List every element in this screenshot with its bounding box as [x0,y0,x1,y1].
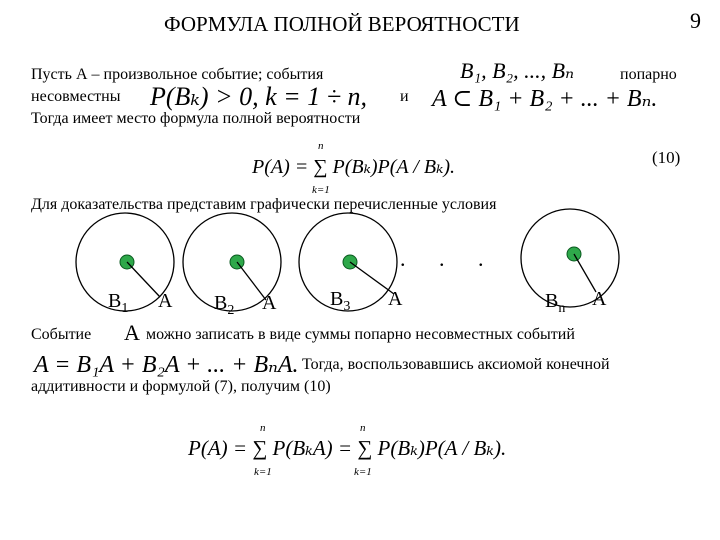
label-a3: A [388,288,403,310]
subset-formula: A ⊂ B₁ + B₂ + ... + Bₙ. [432,86,658,112]
and-word: и [400,88,409,105]
label-bn: $B_n$ [545,290,566,316]
event-word: Событие [31,326,92,343]
main-sum-lower: k=1 [312,184,330,196]
page-title: ФОРМУЛА ПОЛНОЙ ВЕРОЯТНОСТИ [164,12,520,36]
events-formula: B₁, B₂, ..., Bₙ [460,58,575,83]
label-a1: A [158,290,173,312]
probability-condition: P(Bₖ) > 0, k = 1 ÷ n, [150,82,367,111]
intro-line-3: Тогда имеет место формула полной вероятности [31,110,361,127]
pairwise-word: попарно [620,66,677,83]
final-sum1-lower: k=1 [254,466,272,478]
proof-intro: Для доказательства представим графически перечисленные условия [31,196,497,213]
final-line: аддитивности и формулой (7), получим (10) [31,378,331,395]
ellipsis-dots: . . . [400,246,498,271]
main-formula: P(A) = ∑ P(Bₖ)P(A / Bₖ). [252,156,456,178]
decomposition-text: можно записать в виде суммы попарно несовместных событий [146,326,575,343]
final-sum1-upper: n [260,422,266,434]
pointer-line-n [574,254,596,292]
event-letter: А [124,320,140,345]
intro-line-1: Пусть А – произвольное событие; события [31,66,324,83]
final-formula: P(A) = ∑ P(BₖA) = ∑ P(Bₖ)P(A / Bₖ). [188,436,507,460]
final-sum2-lower: k=1 [354,466,372,478]
intro-line-2: несовместны [31,88,121,105]
label-an: A [592,288,607,310]
label-b3: $B_3$ [330,288,351,314]
label-a2: A [262,292,277,314]
label-b2: $B_2$ [214,292,235,318]
pointer-line-1 [127,262,160,297]
then-text: Тогда, воспользовавшись аксиомой конечной [302,356,610,373]
final-sum2-upper: n [360,422,366,434]
page-number: 9 [690,8,701,33]
formula-number: (10) [652,148,681,167]
main-sum-upper: n [318,140,324,152]
label-b1: $B_1$ [108,290,129,316]
sum-formula: A = B₁A + B₂A + ... + BₙA. [34,352,299,378]
